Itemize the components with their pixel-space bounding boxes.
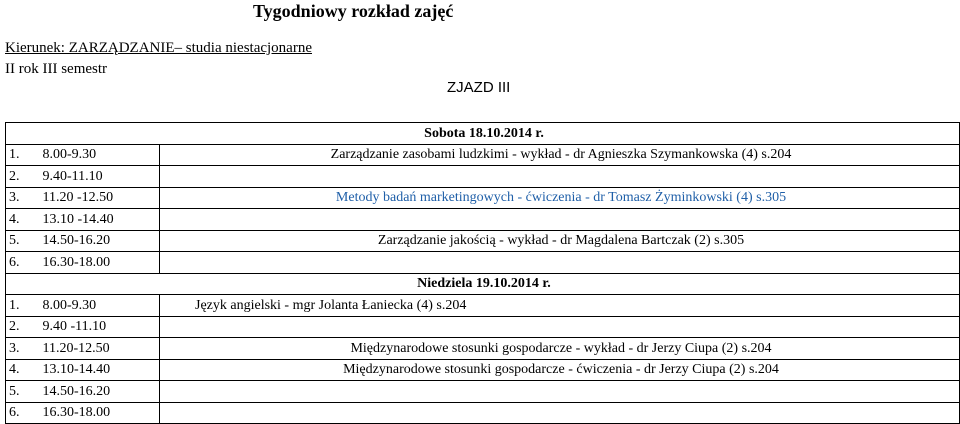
slot-number: 6. [6,252,40,274]
slot-subject [160,209,960,231]
slot-time: 14.50-16.20 [40,230,160,252]
page-title: Tygodniowy rozkład zajęć [253,1,454,21]
table-row [6,338,960,360]
slot-subject [160,252,960,274]
slot-subject: Zarządzanie zasobami ludzkimi - wykład - dr Agnieszka Szymankowska (4) s.204 [160,144,960,166]
slot-subject [160,402,960,424]
slot-number: 1. [6,295,40,317]
slot-number: 2. [6,316,40,338]
slot-time: 16.30-18.00 [40,252,160,274]
slot-subject [160,381,960,403]
slot-time: 8.00-9.30 [40,295,160,317]
slot-time: 11.20 -12.50 [40,187,160,209]
slot-number: 1. [6,144,40,166]
slot-subject: Międzynarodowe stosunki gospodarcze - ćwiczenia - dr Jerzy Ciupa (2) s.204 [160,359,960,381]
slot-time: 14.50-16.20 [40,381,160,403]
slot-time: 13.10 -14.40 [40,209,160,231]
slot-subject [160,316,960,338]
schedule-table [5,122,960,424]
slot-number: 4. [6,209,40,231]
slot-subject: Metody badań marketingowych - ćwiczenia - dr Tomasz Żyminkowski (4) s.305 [160,187,960,209]
table-row [6,402,960,424]
session-label: ZJAZD III [447,79,511,96]
slot-subject: Międzynarodowe stosunki gospodarcze - wykład - dr Jerzy Ciupa (2) s.204 [160,338,960,360]
slot-time: 16.30-18.00 [40,402,160,424]
slot-number: 5. [6,230,40,252]
slot-time: 9.40 -11.10 [40,316,160,338]
table-row [6,209,960,231]
table-row [6,166,960,188]
table-row [6,252,960,274]
slot-number: 3. [6,187,40,209]
day-heading: Niedziela 19.10.2014 r. [6,273,960,295]
slot-number: 5. [6,381,40,403]
table-row [6,187,960,209]
slot-time: 9.40-11.10 [40,166,160,188]
day-heading-row [6,123,960,145]
table-row [6,295,960,317]
slot-time: 8.00-9.30 [40,144,160,166]
slot-time: 11.20-12.50 [40,338,160,360]
day-heading: Sobota 18.10.2014 r. [6,123,960,145]
table-row [6,359,960,381]
slot-number: 2. [6,166,40,188]
table-row [6,144,960,166]
year-semester-label: II rok III semestr [5,61,108,77]
slot-number: 4. [6,359,40,381]
table-row [6,230,960,252]
table-row [6,381,960,403]
slot-number: 3. [6,338,40,360]
department-label: Kierunek: ZARZĄDZANIE– studia niestacjonarne [5,40,312,56]
slot-subject [160,166,960,188]
slot-number: 6. [6,402,40,424]
day-heading-row [6,273,960,295]
table-row [6,316,960,338]
slot-subject: Język angielski - mgr Jolanta Łaniecka (4) s.204 [160,295,960,317]
slot-subject: Zarządzanie jakością - wykład - dr Magdalena Bartczak (2) s.305 [160,230,960,252]
slot-time: 13.10-14.40 [40,359,160,381]
